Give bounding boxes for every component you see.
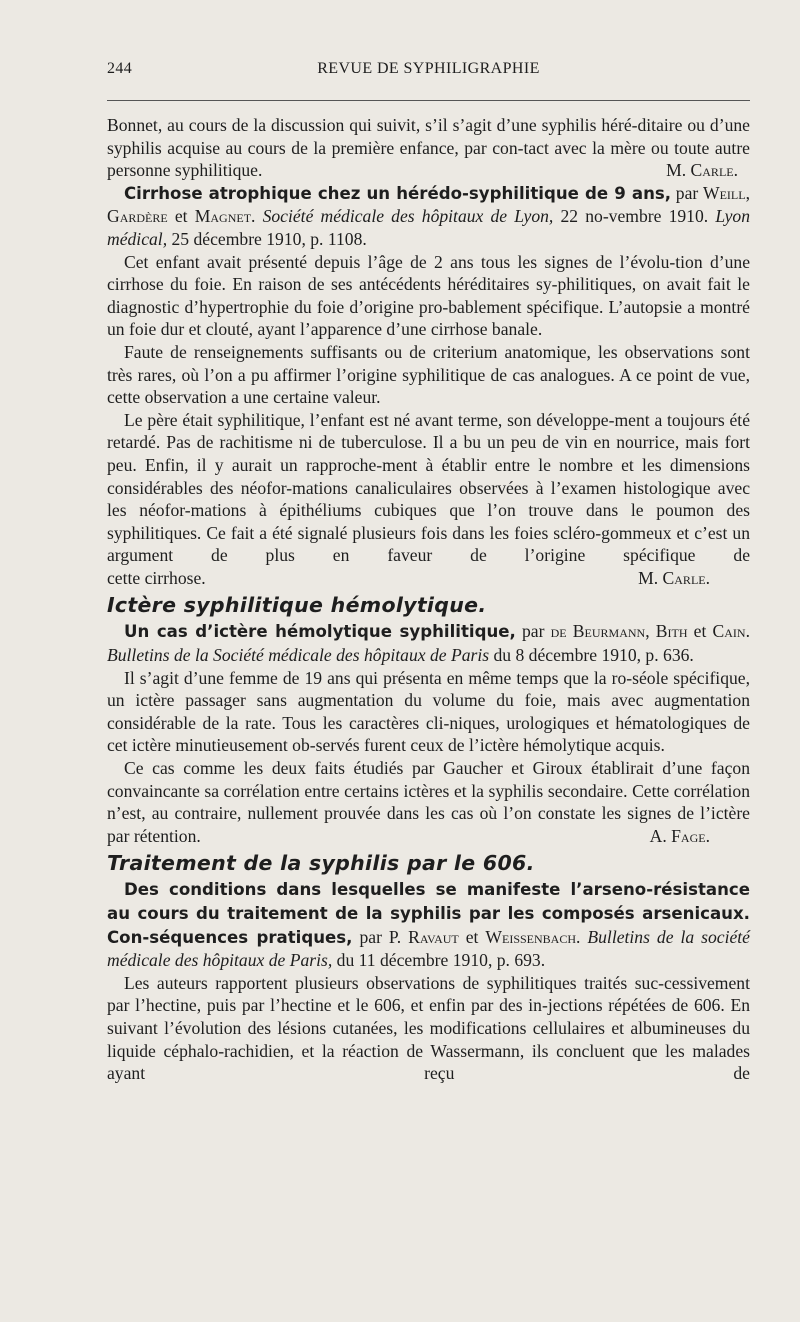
citation-text: par P. bbox=[352, 926, 409, 947]
paragraph bbox=[107, 757, 750, 847]
paragraph-text: Bonnet, au cours de la discussion qui suivit, s’il s’agit d’une syphilis héré-ditaire ou d’une syphilis acquise au cours de la première enfance, par con-tact avec la mère ou toute autre personne syphilitique. bbox=[107, 115, 750, 181]
running-header bbox=[107, 60, 750, 82]
article-author: Magnet. bbox=[194, 206, 256, 227]
article-authors: Beurmann, Bith bbox=[566, 621, 688, 642]
signature-line bbox=[107, 567, 750, 590]
article-authors: Ravaut bbox=[408, 926, 459, 947]
signature: A. Fage. bbox=[649, 825, 710, 846]
paragraph: Faute de renseignements suffisants ou de criterium anatomique, les observations sont très rares, où l’on a pu affirmer l’origine syphilitique de cas analogues. A ce point de vue, cette observation a une certaine valeur. bbox=[107, 341, 750, 408]
signature: M. Carle. bbox=[666, 160, 738, 181]
article-author: Cain. bbox=[712, 621, 750, 642]
paragraph: Il s’agit d’une femme de 19 ans qui présenta en même temps que la ro-séole spécifique, un ictère passager sans augmentation du volume du foie, mais avec augmentation considérable de la rate. Tous les caractères cli-niques, urologiques et hématologiques de cet ictère minutieusement ob-servés furent ceux de l’ictère hémolytique acquis. bbox=[107, 667, 750, 756]
article-citation bbox=[107, 878, 750, 971]
article-citation bbox=[107, 620, 750, 666]
citation-text: et bbox=[458, 926, 486, 947]
journal-name: Lyon médical, bbox=[107, 206, 750, 249]
header-rule bbox=[107, 100, 750, 101]
journal-name: Bulletins de la société médicale des hôpitaux de Paris, bbox=[107, 926, 750, 971]
page-body bbox=[107, 114, 750, 1085]
paragraph: Le père était syphilitique, l’enfant est né avant terme, son développe-ment a toujours été retardé. Pas de rachitisme ni de tuberculose. Il a bu un peu de vin en nourrice, mais fort peu. Enfin, il y aurait un rapproche-ment à établir entre le nombre et les dimensions considérables des néofor-mations canaliculaires observées à l’examen histologique avec les néofor-mations à épithéliums cubiques que l’on trouve dans le poumon des syphilitiques. Ce fait a été signalé plusieurs fois dans les foies scléro-gommeux et c’est un argument de plus en faveur de l’origine spécifique de bbox=[107, 409, 750, 566]
section-heading: Traitement de la syphilis par le 606. bbox=[107, 851, 535, 876]
citation-ref: du 8 décembre 1910, p. 636. bbox=[489, 645, 694, 666]
citation-text: et bbox=[167, 206, 195, 227]
citation-ref: 25 décembre 1910, p. 1108. bbox=[167, 228, 367, 249]
running-title: REVUE DE SYPHILIGRAPHIE bbox=[317, 60, 540, 77]
journal-name: Bulletins de la Société médicale des hôpitaux de Paris bbox=[107, 645, 490, 666]
article-author: Weissenbach. bbox=[485, 926, 581, 947]
page-number: 244 bbox=[107, 60, 133, 77]
citation-text: par bbox=[515, 621, 551, 642]
citation-text: par bbox=[671, 182, 703, 203]
paragraph: Les auteurs rapportent plusieurs observations de syphilitiques traités suc-cessivement par l’hectine, puis par l’hectine et le 606, et enfin par des in-jections répétées de 606. En suivant l’évolution des lésions cutanées, les modifications cellulaires et albumineuses du liquide céphalo-rachidien, et la réaction de Wassermann, ils concluent que les malades ayant reçu de bbox=[107, 972, 750, 1084]
article-authors: Weill, Gardère bbox=[107, 182, 750, 227]
paragraph-text: Ce cas comme les deux faits étudiés par Gaucher et Giroux établirait d’une façon convaincante sa corrélation entre certains ictères et la syphilis secondaire. Cette corrélation n’est, au contraire, nullement prouvée dans les cas où l’on constate les signes de l’ictère par rétention. bbox=[107, 758, 750, 846]
article-title: Cirrhose atrophique chez un hérédo-syphilitique de 9 ans, bbox=[124, 183, 672, 203]
citation-text: de bbox=[550, 621, 567, 642]
section-heading: Ictère syphilitique hémolytique. bbox=[107, 593, 487, 618]
paragraph-continuation bbox=[107, 114, 750, 182]
journal-name: Société médicale des hôpitaux de Lyon, bbox=[262, 206, 554, 227]
citation-text: et bbox=[687, 621, 713, 642]
article-citation bbox=[107, 182, 750, 251]
article-title: Des conditions dans lesquelles se manifeste l’arseno-résistance au cours du traitement de la syphilis par les composés arsenicaux. Con-séquences pratiques, bbox=[107, 880, 750, 947]
signature: M. Carle. bbox=[638, 567, 710, 588]
article-title: Un cas d’ictère hémolytique syphilitique, bbox=[124, 622, 516, 642]
paragraph: Cet enfant avait présenté depuis l’âge de 2 ans tous les signes de l’évolu-tion d’une cirrhose du foie. En raison de ses antécédents héréditaires sy-philitiques, on avait fait le diagnostic d’hypertrophie du foie d’origine pro-bablement spécifique. L’autopsie a montré un foie dur et clouté, ayant l’apparence d’une cirrhose banale. bbox=[107, 251, 750, 340]
citation-ref: du 11 décembre 1910, p. 693. bbox=[332, 950, 546, 971]
paragraph-text: cette cirrhose. bbox=[107, 567, 206, 588]
citation-date: 22 no-vembre 1910. bbox=[553, 206, 716, 227]
